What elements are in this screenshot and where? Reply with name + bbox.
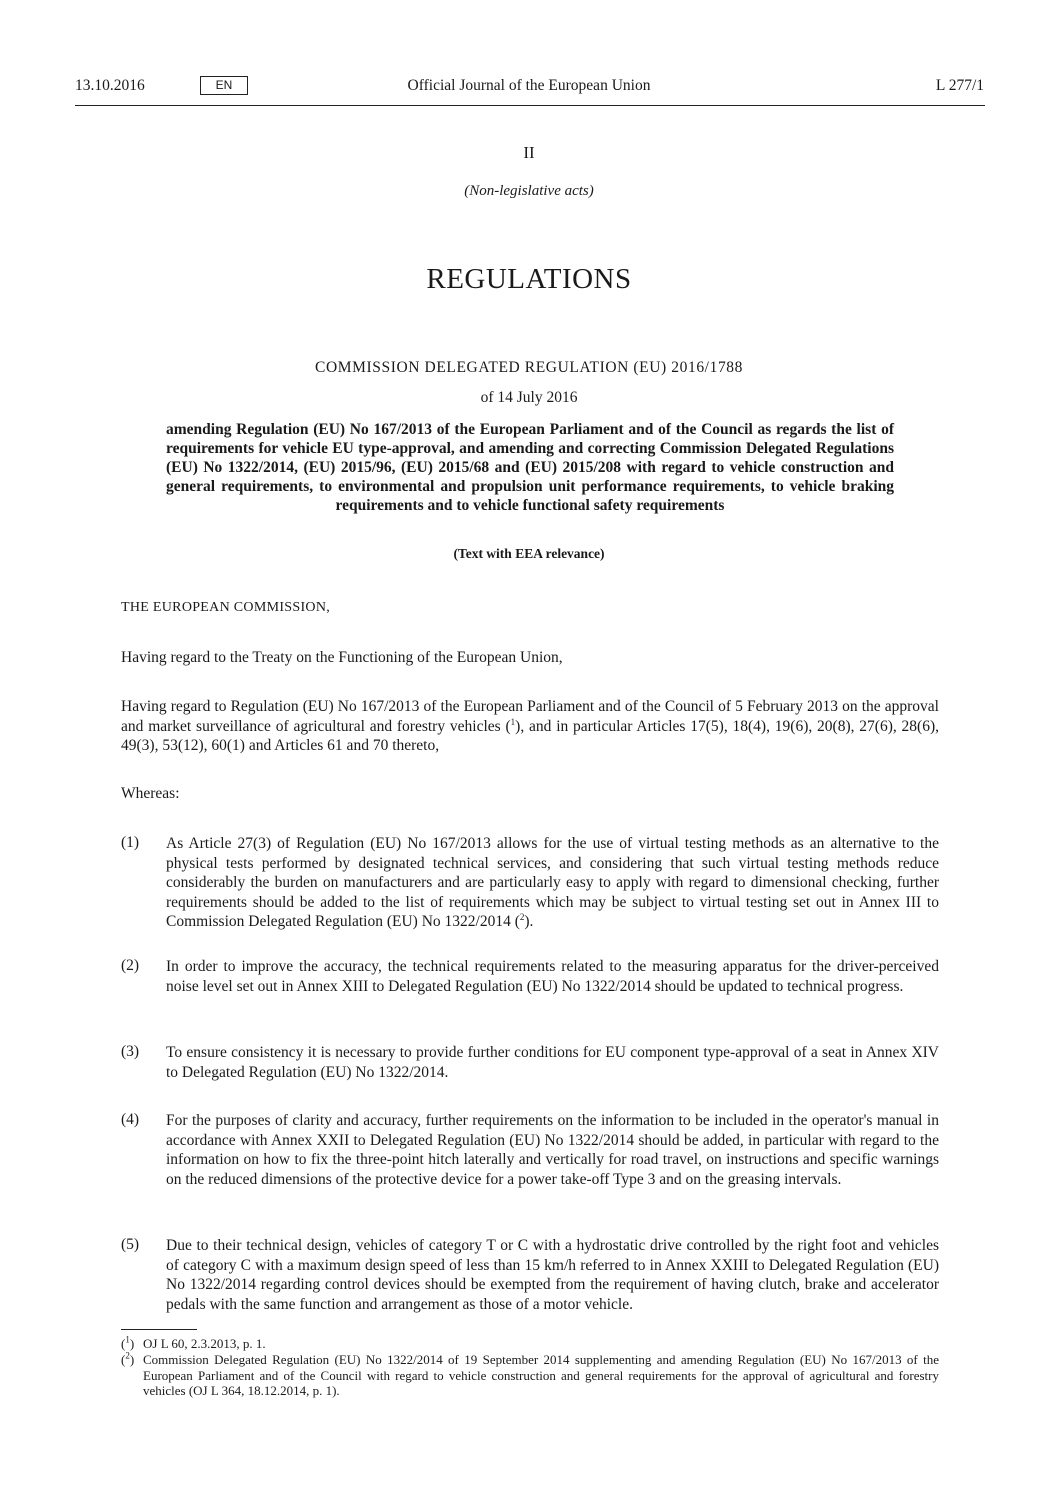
recital-text: In order to improve the accuracy, the technical requirements related to the measuring apparatus for the driver-perceived noise level set out in Annex XIII to Delegated Regulation (EU) No 1322/2014 should be updated to technical progress. bbox=[166, 958, 939, 995]
footnote-number: ($^2$) bbox=[121, 1350, 135, 1367]
footnote-number: ($^1$) bbox=[121, 1334, 135, 1351]
page-reference: L 277/1 bbox=[935, 77, 984, 94]
preamble-regulation: Having regard to Regulation (EU) No 167/2013 of the European Parliament and of the Council of 5 February 2013 on the approval and market surveillance of agricultural and forestry vehicles ($^1$), and in particular Articles 17(5), 18(4), 19(6), 20(8), 27(6), 28(6), 49(3), 53(12), 60(1) and Articles 61 and 70 thereto, bbox=[121, 698, 940, 754]
page-heading: REGULATIONS bbox=[426, 263, 632, 295]
footnote-ref: 1 bbox=[510, 716, 516, 727]
recital-text: For the purposes of clarity and accuracy, further requirements on the information to be included in the operator's manual in accordance with Annex XXII to Delegated Regulation (EU) No 1322/2014 should be added, in particular with regard to the information on how to fix the three-point hitch laterally and vertically for road travel, on instructions and specific warnings on the reduced dimensions of the protective device for a power take-off Type 3 and on the greasing intervals. bbox=[166, 1112, 939, 1188]
issuing-body: THE EUROPEAN COMMISSION, bbox=[121, 600, 331, 615]
recital-number: (2) bbox=[121, 957, 140, 974]
recital-number: (1) bbox=[121, 834, 140, 851]
section-type: (Non-legislative acts) bbox=[464, 183, 594, 199]
journal-title: Official Journal of the European Union bbox=[407, 77, 651, 94]
footnote-rule bbox=[121, 1329, 197, 1330]
regulation-title: COMMISSION DELEGATED REGULATION (EU) 2016/1788 bbox=[315, 359, 743, 376]
footnote-text: OJ L 60, 2.3.2013, p. 1. bbox=[143, 1336, 266, 1351]
regulation-subject: amending Regulation (EU) No 167/2013 of the European Parliament and of the Council as regards the list of requirements for vehicle EU type-approval, and amending and correcting Commission Delegated Regulations (EU) No 1322/2014, (EU) 2015/96, (EU) 2015/68 and (EU) 2015/208 with regard to vehicle construction and general requirements, to environmental and propulsion unit performance requirements, to vehicle braking requirements and to vehicle functional safety requirements bbox=[166, 421, 894, 514]
publication-date: 13.10.2016 bbox=[75, 77, 145, 94]
section-number: II bbox=[523, 143, 535, 162]
recital-number: (5) bbox=[121, 1236, 140, 1253]
header-rule bbox=[75, 105, 985, 106]
recital-number: (3) bbox=[121, 1043, 140, 1060]
footnote-text: Commission Delegated Regulation (EU) No 1322/2014 of 19 September 2014 supplementing and amending Regulation (EU) No 167/2013 of the European Parliament and of the Council with regard to vehicle construction and general requirements for the approval of agricultural and forestry vehicles (OJ L 364, 18.12.2014, p. 1). bbox=[143, 1352, 939, 1398]
whereas: Whereas: bbox=[121, 785, 180, 802]
eea-relevance: (Text with EEA relevance) bbox=[453, 546, 605, 561]
recital-number: (4) bbox=[121, 1111, 140, 1128]
recital-text: As Article 27(3) of Regulation (EU) No 167/2013 allows for the use of virtual testing methods as an alternative to the physical tests performed by designated technical services, and considering that such virtual testing methods reduce considerably the burden on manufacturers and are particularly easy to apply with regard to dimensional checking, further requirements should be added to the list of requirements which may be subject to virtual testing set out in Annex III to Commission Delegated Regulation (EU) No 1322/2014 ($^2$). bbox=[166, 835, 939, 930]
preamble-treaty: Having regard to the Treaty on the Functioning of the European Union, bbox=[121, 649, 563, 666]
language-badge: EN bbox=[200, 76, 248, 95]
footnote-ref: 2 bbox=[519, 911, 525, 922]
regulation-date: of 14 July 2016 bbox=[480, 389, 578, 406]
recital-text: To ensure consistency it is necessary to provide further conditions for EU component type-approval of a seat in Annex XIV to Delegated Regulation (EU) No 1322/2014. bbox=[166, 1044, 939, 1081]
recital-text: Due to their technical design, vehicles of category T or C with a hydrostatic drive controlled by the right foot and vehicles of category C with a maximum design speed of less than 15 km/h referred to in Annex XXIII to Delegated Regulation (EU) No 1322/2014 regarding control devices should be exempted from the requirement of having clutch, brake and accelerator pedals with the same function and arrangement as those of a motor vehicle. bbox=[166, 1237, 939, 1313]
